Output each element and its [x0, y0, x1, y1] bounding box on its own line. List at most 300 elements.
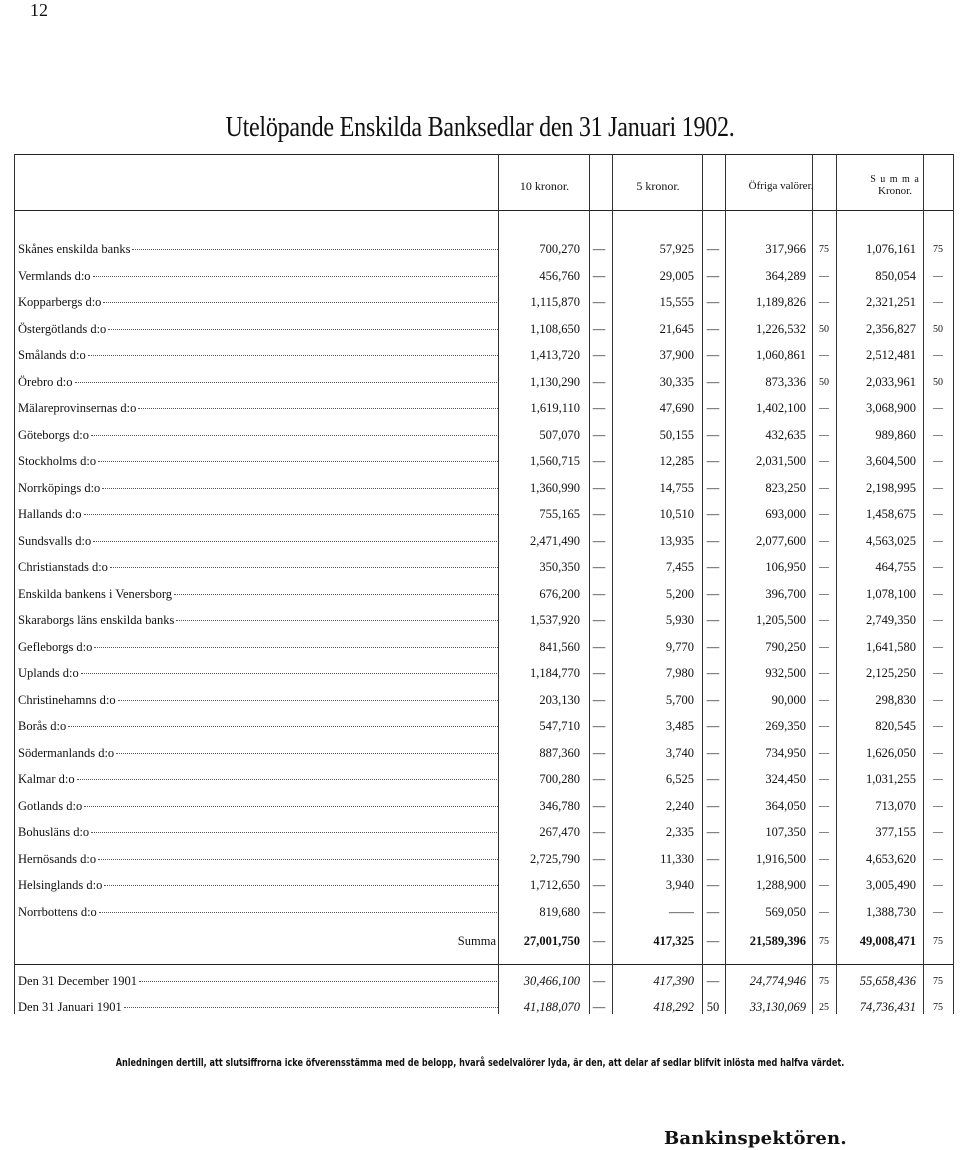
- bank-name: [18, 401, 498, 416]
- table-row: [0, 795, 960, 821]
- value-10-ore: —: [592, 295, 606, 309]
- value-ovriga-ore: 50: [819, 323, 829, 335]
- value-5-ore: —: [706, 772, 720, 786]
- row-label: Sundsvalls d:o: [18, 533, 92, 548]
- value-summa: 2,356,827: [866, 321, 916, 336]
- value-10-kronor: 1,560,715: [530, 454, 580, 468]
- value-10-ore: —: [592, 745, 606, 760]
- table-top-rule: [14, 154, 954, 155]
- header-10-kronor: 10 kronor.: [519, 179, 570, 193]
- row-label: Göteborgs d:o: [18, 427, 89, 442]
- leader-dots: [132, 249, 498, 250]
- value-summa-ore: —: [933, 509, 943, 520]
- row-label: Södermanlands d:o: [18, 745, 115, 760]
- value-5-kronor: 10,510: [659, 507, 694, 521]
- value-10-kronor: 2,725,790: [530, 851, 580, 866]
- value-summa: 2,321,251: [866, 295, 916, 309]
- value-ovriga: 396,700: [765, 586, 806, 601]
- value-ovriga: 364,050: [765, 798, 806, 813]
- value-summa: 1,458,675: [866, 507, 916, 521]
- leader-dots: [98, 859, 498, 860]
- table-row: [0, 689, 960, 715]
- summa-10-ore: —: [592, 934, 606, 948]
- value-summa: 2,198,995: [866, 480, 916, 495]
- row-label: Den 31 Januari 1901: [18, 1000, 122, 1014]
- value-ovriga: 790,250: [765, 639, 806, 654]
- value-summa: 1,388,730: [866, 904, 916, 919]
- value-ovriga: 1,916,500: [756, 851, 806, 866]
- value-5-kronor: 7,455: [665, 560, 694, 574]
- value-10-ore: —: [592, 904, 606, 919]
- value-ovriga: 2,031,500: [756, 454, 806, 468]
- value-10-kronor: 507,070: [539, 427, 580, 442]
- value-10-kronor: 41,188,070: [523, 1000, 580, 1014]
- value-10-ore: —: [592, 401, 606, 415]
- summa-5-ore: —: [706, 934, 720, 948]
- value-10-kronor: 547,710: [539, 719, 580, 733]
- value-ovriga: 106,950: [765, 560, 806, 574]
- leader-dots: [93, 276, 498, 277]
- summa-5-kronor: 417,325: [653, 934, 694, 948]
- value-10-ore: —: [592, 974, 606, 988]
- value-10-kronor: 1,115,870: [530, 295, 580, 309]
- bank-name: [18, 666, 498, 681]
- table-row: [0, 397, 960, 423]
- value-5-ore: —: [706, 427, 720, 442]
- value-10-kronor: 267,470: [539, 825, 580, 839]
- table-row: [0, 556, 960, 582]
- value-summa-ore: —: [933, 403, 943, 414]
- value-ovriga-ore: 75: [819, 976, 829, 987]
- value-5-kronor: 6,525: [665, 772, 694, 786]
- value-ovriga: 1,189,826: [756, 295, 806, 309]
- bank-name: [18, 799, 498, 814]
- value-5-kronor: 21,645: [659, 321, 694, 336]
- value-5-ore: —: [706, 745, 720, 760]
- value-summa-ore: 75: [933, 1002, 943, 1013]
- value-ovriga-ore: —: [819, 270, 829, 282]
- value-summa: 1,031,255: [866, 772, 916, 786]
- value-summa: 3,604,500: [866, 454, 916, 468]
- value-5-ore: —: [706, 798, 720, 813]
- value-ovriga: 1,288,900: [756, 878, 806, 892]
- leader-dots: [138, 408, 498, 409]
- value-10-kronor: 346,780: [539, 798, 580, 813]
- value-summa-ore: 75: [933, 244, 943, 255]
- value-ovriga-ore: 25: [819, 1002, 829, 1013]
- table-row: [0, 821, 960, 847]
- bank-name: [18, 693, 498, 708]
- page-number: 12: [30, 0, 48, 20]
- value-5-kronor: 7,980: [665, 666, 694, 680]
- value-ovriga-ore: —: [819, 800, 829, 812]
- table-row: [0, 238, 960, 264]
- value-10-ore: —: [592, 586, 606, 601]
- value-summa: 4,653,620: [866, 851, 916, 866]
- value-5-ore: —: [706, 692, 720, 707]
- summa-total: 49,008,471: [859, 934, 916, 948]
- bank-name: [18, 905, 498, 920]
- value-summa-ore: —: [933, 270, 943, 282]
- leader-dots: [176, 620, 498, 621]
- value-10-kronor: 203,130: [539, 692, 580, 707]
- value-5-kronor: 12,285: [659, 454, 694, 468]
- footnote: Anledningen dertill, att slutsiffrorna icke öfverensstämma med de belopp, hvarå sedelvalörer lyda, är den, att delar af sedlar blifvit inlösta med halfva värdet.: [115, 1056, 845, 1069]
- value-5-kronor: 417,390: [653, 974, 694, 988]
- value-10-ore: —: [592, 454, 606, 468]
- value-10-ore: —: [592, 666, 606, 680]
- value-summa: 1,641,580: [866, 639, 916, 654]
- value-10-ore: —: [592, 268, 606, 283]
- value-10-ore: —: [592, 507, 606, 521]
- value-ovriga: 932,500: [765, 666, 806, 680]
- bank-name: [18, 974, 498, 989]
- row-label: Den 31 December 1901: [18, 974, 138, 988]
- row-label: Smålands d:o: [18, 348, 86, 362]
- bank-name: [18, 375, 498, 390]
- row-label: Borås d:o: [18, 719, 67, 733]
- table-row: [0, 530, 960, 556]
- row-label: Uplands d:o: [18, 666, 79, 680]
- bank-name: [18, 507, 498, 522]
- value-summa-ore: —: [933, 747, 943, 759]
- value-10-ore: —: [592, 427, 606, 442]
- signature: Bankinspektören.: [664, 1128, 847, 1149]
- value-10-ore: —: [592, 533, 606, 548]
- bank-name: [18, 852, 498, 867]
- value-5-kronor: 15,555: [659, 295, 694, 309]
- value-10-ore: —: [592, 374, 606, 389]
- table-row: [0, 901, 960, 927]
- value-summa-ore: —: [933, 562, 943, 573]
- row-label: Gefleborgs d:o: [18, 639, 93, 654]
- header-rule: [14, 210, 954, 211]
- leader-dots: [104, 885, 498, 886]
- bank-name: [18, 242, 498, 257]
- bank-name: [18, 746, 498, 761]
- value-5-kronor: 9,770: [665, 639, 694, 654]
- value-5-kronor: 5,200: [665, 586, 694, 601]
- bank-name: [18, 295, 498, 310]
- value-10-ore: —: [592, 719, 606, 733]
- value-ovriga-ore: —: [819, 641, 829, 653]
- value-10-kronor: 1,360,990: [530, 480, 580, 495]
- value-ovriga: 269,350: [765, 719, 806, 733]
- row-label: Vermlands d:o: [18, 268, 91, 283]
- leader-dots: [110, 567, 498, 568]
- table-row: [0, 371, 960, 397]
- value-ovriga: 317,966: [765, 242, 806, 256]
- value-10-kronor: 30,466,100: [523, 974, 580, 988]
- value-5-kronor: 47,690: [659, 401, 694, 415]
- row-label: Skånes enskilda banks: [18, 242, 131, 256]
- value-10-kronor: 887,360: [539, 745, 580, 760]
- summa-ovriga-ore: 75: [819, 936, 829, 947]
- value-5-ore: —: [706, 295, 720, 309]
- value-5-kronor: 2,240: [665, 798, 694, 813]
- table-row: [0, 424, 960, 450]
- comparison-row: [0, 970, 960, 996]
- value-5-kronor: 5,930: [665, 613, 694, 627]
- value-5-ore: —: [706, 878, 720, 892]
- value-10-kronor: 1,184,770: [530, 666, 580, 680]
- row-label: Hallands d:o: [18, 507, 82, 521]
- leader-dots: [75, 382, 499, 383]
- table-row: [0, 291, 960, 317]
- value-ovriga: 432,635: [765, 427, 806, 442]
- value-summa: 3,068,900: [866, 401, 916, 415]
- leader-dots: [139, 981, 498, 982]
- value-5-kronor: ——: [669, 904, 694, 919]
- table-row: [0, 477, 960, 503]
- value-5-kronor: 29,005: [659, 268, 694, 283]
- value-10-ore: —: [592, 480, 606, 495]
- value-ovriga-ore: —: [819, 906, 829, 918]
- row-label: Helsinglands d:o: [18, 878, 103, 892]
- value-summa-ore: —: [933, 297, 943, 308]
- value-ovriga: 24,774,946: [749, 974, 806, 988]
- value-summa: 377,155: [875, 825, 916, 839]
- value-summa-ore: —: [933, 456, 943, 467]
- leader-dots: [93, 541, 498, 542]
- summa-row: [0, 930, 960, 956]
- value-5-kronor: 50,155: [659, 427, 694, 442]
- bank-name: [18, 640, 498, 655]
- value-10-ore: —: [592, 1000, 606, 1014]
- value-10-ore: —: [592, 348, 606, 362]
- value-summa: 1,078,100: [866, 586, 916, 601]
- table-row: [0, 874, 960, 900]
- row-label: Kalmar d:o: [18, 772, 75, 786]
- table-row: [0, 848, 960, 874]
- value-10-kronor: 676,200: [539, 586, 580, 601]
- leader-dots: [103, 302, 498, 303]
- value-10-kronor: 1,130,290: [530, 374, 580, 389]
- value-10-ore: —: [592, 772, 606, 786]
- value-summa: 4,563,025: [866, 533, 916, 548]
- summa-total-ore: 75: [933, 936, 943, 947]
- value-ovriga: 90,000: [771, 692, 806, 707]
- value-ovriga-ore: —: [819, 588, 829, 600]
- row-label: Stockholms d:o: [18, 454, 97, 468]
- row-label: Christinehamns d:o: [18, 692, 116, 707]
- row-label: Örebro d:o: [18, 374, 73, 389]
- table-row: [0, 265, 960, 291]
- bank-name: [18, 428, 498, 443]
- table-row: [0, 636, 960, 662]
- value-10-ore: —: [592, 321, 606, 336]
- value-summa: 820,545: [875, 719, 916, 733]
- value-5-ore: —: [706, 374, 720, 389]
- value-5-kronor: 3,485: [665, 719, 694, 733]
- value-summa-ore: 50: [933, 323, 943, 335]
- value-5-kronor: 11,330: [660, 851, 694, 866]
- value-summa-ore: —: [933, 800, 943, 812]
- value-summa-ore: —: [933, 853, 943, 865]
- value-summa: 298,830: [875, 692, 916, 707]
- value-summa-ore: —: [933, 668, 943, 679]
- value-5-ore: —: [706, 454, 720, 468]
- table-row: [0, 503, 960, 529]
- value-5-ore: —: [706, 348, 720, 362]
- value-5-kronor: 13,935: [659, 533, 694, 548]
- value-summa: 74,736,431: [859, 1000, 916, 1014]
- value-5-ore: —: [706, 401, 720, 415]
- value-summa-ore: —: [933, 350, 943, 361]
- summa-label: Summa: [457, 934, 496, 948]
- value-5-ore: —: [706, 560, 720, 574]
- leader-dots: [124, 1007, 498, 1008]
- bank-name: [18, 587, 498, 602]
- bank-name: [18, 269, 498, 284]
- value-5-kronor: 2,335: [665, 825, 694, 839]
- leader-dots: [91, 832, 498, 833]
- value-ovriga: 1,205,500: [756, 613, 806, 627]
- row-label: Mälareprovinsernas d:o: [18, 401, 137, 415]
- value-summa-ore: —: [933, 588, 943, 600]
- value-summa-ore: —: [933, 641, 943, 653]
- value-summa: 850,054: [875, 268, 916, 283]
- value-5-ore: —: [706, 321, 720, 336]
- value-10-kronor: 2,471,490: [530, 533, 580, 548]
- leader-dots: [116, 753, 498, 754]
- value-5-ore: —: [706, 825, 720, 839]
- bank-name: [18, 772, 498, 787]
- value-summa: 464,755: [875, 560, 916, 574]
- value-ovriga: 2,077,600: [756, 533, 806, 548]
- value-ovriga: 1,226,532: [756, 321, 806, 336]
- summa-10-kronor: 27,001,750: [523, 934, 580, 948]
- value-ovriga-ore: —: [819, 747, 829, 759]
- leader-dots: [84, 514, 498, 515]
- table-row: [0, 318, 960, 344]
- value-ovriga: 1,402,100: [756, 401, 806, 415]
- value-10-kronor: 700,270: [539, 242, 580, 256]
- bank-name: [18, 481, 498, 496]
- value-ovriga-ore: —: [819, 615, 829, 626]
- value-10-kronor: 1,108,650: [530, 321, 580, 336]
- totals-rule: [14, 964, 954, 965]
- leader-dots: [94, 647, 498, 648]
- value-summa: 3,005,490: [866, 878, 916, 892]
- row-label: Christianstads d:o: [18, 560, 108, 574]
- value-5-ore: —: [706, 666, 720, 680]
- value-summa: 713,070: [875, 798, 916, 813]
- value-10-kronor: 841,560: [539, 639, 580, 654]
- value-10-ore: —: [592, 639, 606, 654]
- row-label: Bohusläns d:o: [18, 825, 90, 839]
- table-row: [0, 344, 960, 370]
- value-10-kronor: 1,712,650: [530, 878, 580, 892]
- header-ovriga: Öfriga valörer.: [748, 180, 814, 192]
- value-5-ore: —: [706, 268, 720, 283]
- value-10-ore: —: [592, 692, 606, 707]
- value-5-ore: —: [706, 904, 720, 919]
- row-label: Skaraborgs läns enskilda banks: [18, 613, 175, 627]
- value-ovriga-ore: —: [819, 403, 829, 414]
- leader-dots: [174, 594, 498, 595]
- leader-dots: [77, 779, 498, 780]
- bank-name: [18, 348, 498, 363]
- page-title: Utelöpande Enskilda Banksedlar den 31 Januari 1902.: [225, 112, 735, 143]
- value-10-ore: —: [592, 613, 606, 627]
- value-10-kronor: 755,165: [539, 507, 580, 521]
- value-ovriga-ore: —: [819, 429, 829, 441]
- value-10-ore: —: [592, 560, 606, 574]
- table-row: [0, 609, 960, 635]
- value-ovriga: 823,250: [765, 480, 806, 495]
- bank-name: [18, 560, 498, 575]
- value-summa: 2,125,250: [866, 666, 916, 680]
- value-10-ore: —: [592, 825, 606, 839]
- value-10-ore: —: [592, 851, 606, 866]
- value-summa: 55,658,436: [859, 974, 916, 988]
- value-summa-ore: —: [933, 774, 943, 785]
- value-ovriga-ore: —: [819, 774, 829, 785]
- value-10-ore: —: [592, 798, 606, 813]
- leader-dots: [98, 461, 498, 462]
- value-summa-ore: —: [933, 482, 943, 494]
- leader-dots: [118, 700, 498, 701]
- value-10-kronor: 819,680: [539, 904, 580, 919]
- value-summa-ore: —: [933, 827, 943, 838]
- comparison-row: [0, 996, 960, 1022]
- value-5-ore: —: [706, 613, 720, 627]
- row-label: Östergötlands d:o: [18, 321, 107, 336]
- value-ovriga-ore: 75: [819, 244, 829, 255]
- value-10-kronor: 1,537,920: [530, 613, 580, 627]
- bank-name: [18, 613, 498, 628]
- header-summa: S u m m a: [870, 174, 920, 185]
- value-ovriga: 569,050: [765, 904, 806, 919]
- row-label: Kopparbergs d:o: [18, 295, 102, 309]
- table-row: [0, 450, 960, 476]
- table-row: [0, 742, 960, 768]
- value-ovriga: 734,950: [765, 745, 806, 760]
- value-5-ore: —: [706, 507, 720, 521]
- value-ovriga: 107,350: [765, 825, 806, 839]
- value-ovriga: 364,289: [765, 268, 806, 283]
- value-ovriga-ore: —: [819, 880, 829, 891]
- leader-dots: [88, 355, 498, 356]
- value-10-kronor: 700,280: [539, 772, 580, 786]
- leader-dots: [91, 435, 498, 436]
- value-ovriga-ore: 50: [819, 376, 829, 388]
- value-summa: 2,512,481: [866, 348, 916, 362]
- bank-name: [18, 825, 498, 840]
- value-5-ore: —: [706, 242, 720, 256]
- bank-name: [18, 1000, 498, 1015]
- value-5-kronor: 30,335: [659, 374, 694, 389]
- value-summa-ore: 50: [933, 376, 943, 388]
- value-10-ore: —: [592, 878, 606, 892]
- table-row: [0, 715, 960, 741]
- table-row: [0, 768, 960, 794]
- leader-dots: [99, 912, 498, 913]
- value-5-kronor: 418,292: [653, 1000, 694, 1014]
- value-ovriga-ore: —: [819, 350, 829, 361]
- value-5-kronor: 14,755: [659, 480, 694, 495]
- leader-dots: [81, 673, 498, 674]
- row-label: Enskilda bankens i Venersborg: [18, 586, 173, 601]
- header-5-kronor: 5 kronor.: [636, 179, 680, 193]
- value-summa-ore: —: [933, 906, 943, 918]
- value-summa-ore: —: [933, 535, 943, 547]
- value-5-ore: —: [706, 639, 720, 654]
- value-5-kronor: 5,700: [665, 692, 694, 707]
- value-summa-ore: —: [933, 429, 943, 441]
- leader-dots: [84, 806, 498, 807]
